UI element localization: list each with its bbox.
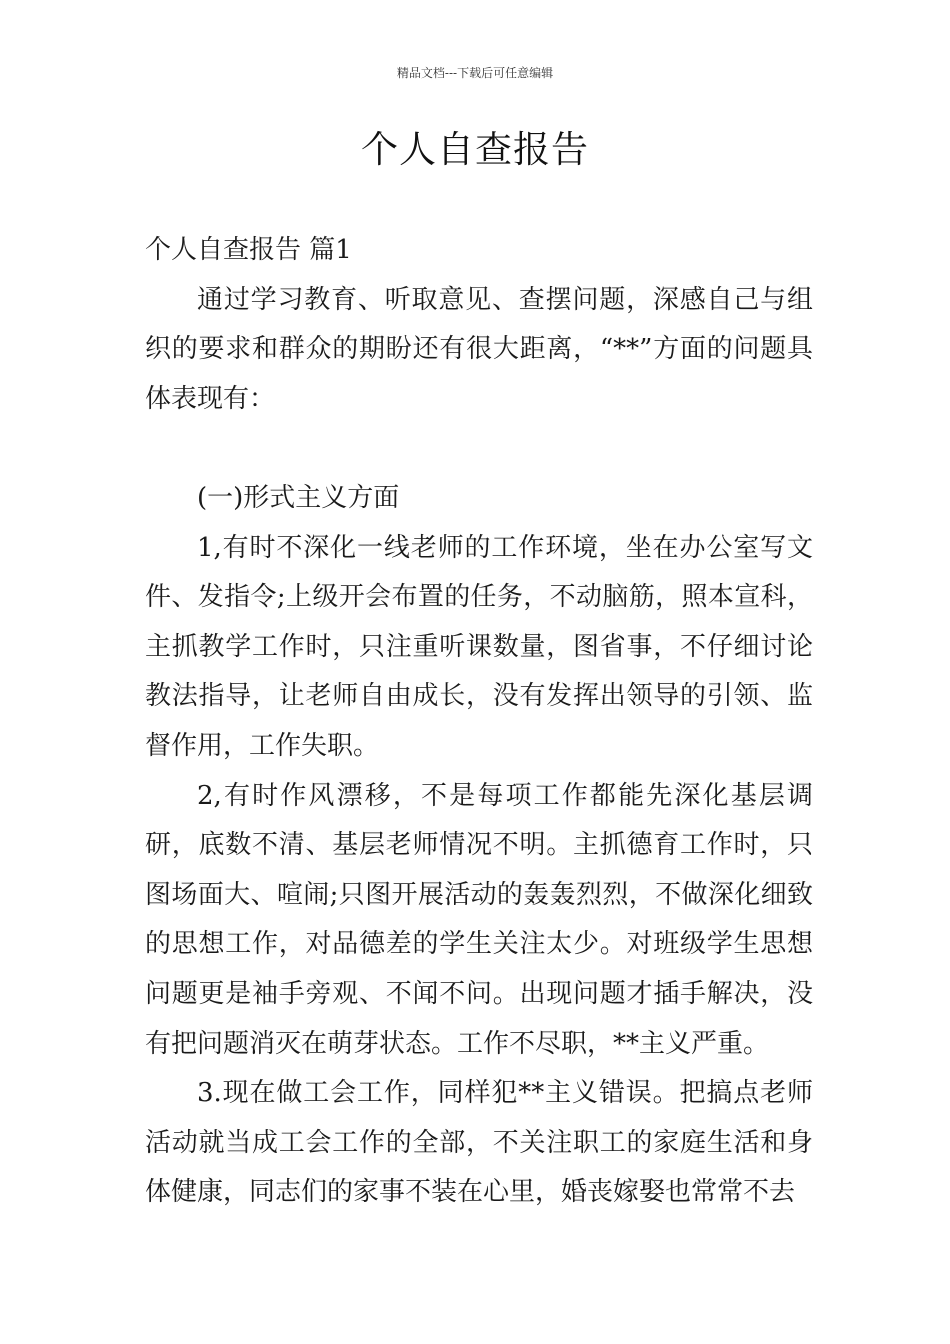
subsection-heading: (一)形式主义方面 [197, 482, 400, 513]
document-body [145, 226, 813, 1218]
paragraph-spacer [145, 424, 813, 474]
paragraph-item-3: 3.现在做工会工作，同样犯**主义错误。把搞点老师活动就当成工会工作的全部，不关注职工的家庭生活和身体健康，同志们的家事不装在心里，婚丧嫁娶也常常不去 [145, 1078, 813, 1208]
intro-paragraph: 通过学习教育、听取意见、查摆问题，深感自己与组织的要求和群众的期盼还有很大距离，“**”方面的问题具体表现有： [145, 284, 813, 414]
paragraph-item-1: 1,有时不深化一线老师的工作环境，坐在办公室写文件、发指令;上级开会布置的任务，不动脑筋，照本宣科，主抓教学工作时，只注重听课数量，图省事，不仔细讨论教法指导，让老师自由成长，没有发挥出领导的引领、监督作用，工作失职。 [145, 532, 813, 761]
document-title: 个人自查报告 [361, 128, 589, 171]
paragraph-item-2: 2,有时作风漂移，不是每项工作都能先深化基层调研，底数不清、基层老师情况不明。主抓德育工作时，只图场面大、喧闹;只图开展活动的轰轰烈烈，不做深化细致的思想工作，对品德差的学生关注太少。对班级学生思想问题更是袖手旁观、不闻不问。出现问题才插手解决，没有把问题消灭在萌芽状态。工作不尽职，**主义严重。 [145, 780, 813, 1059]
section-heading: 个人自查报告 篇1 [145, 235, 352, 265]
header-note: 精品文档---下载后可任意编辑 [396, 66, 554, 80]
